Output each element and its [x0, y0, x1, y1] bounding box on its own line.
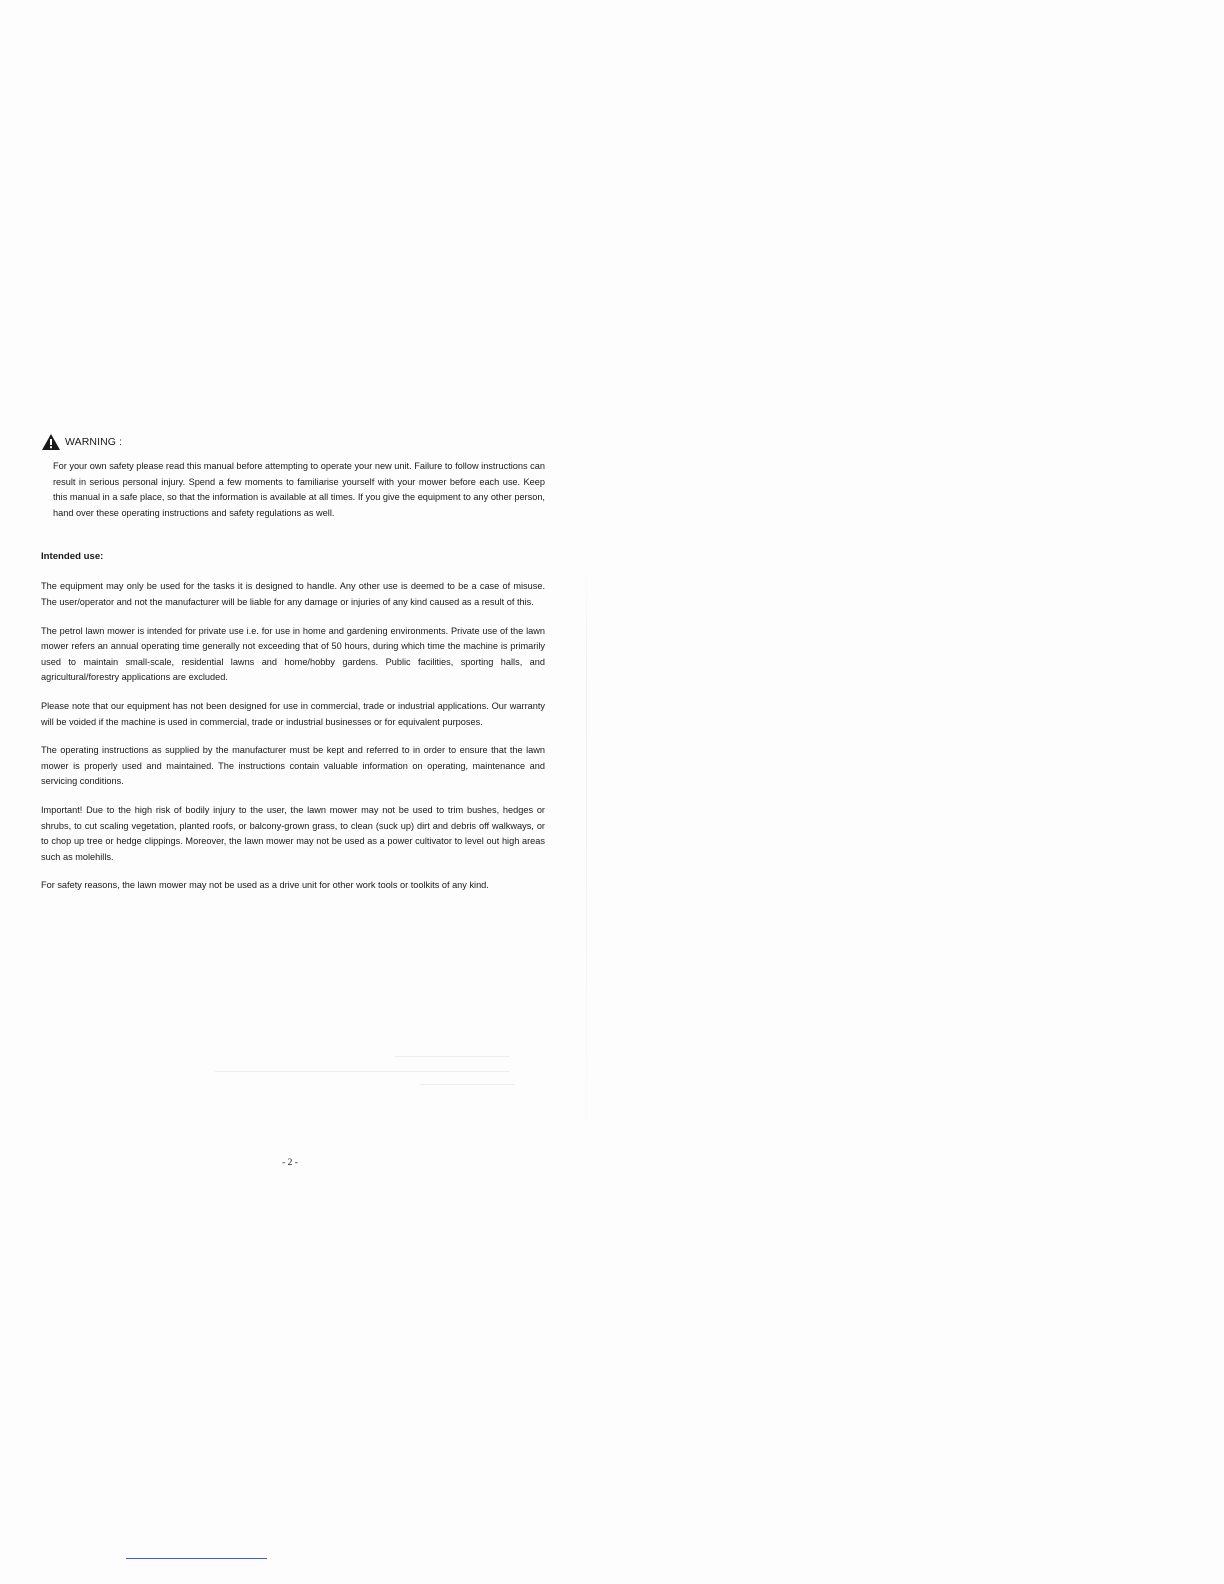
intended-use-paragraph: The petrol lawn mower is intended for private use i.e. for use in home and gardening environments. Private use of the lawn mower refers an annual operating time generally not exceeding that of 50 hours, during which time the machine is primarily used to maintain small-scale, residential lawns and home/hobby gardens. Public facilities, sporting halls, and agricultural/forestry applications are excluded. [41, 625, 545, 683]
intended-use-paragraph: Please note that our equipment has not been designed for use in commercial, trade or industrial applications. Our warranty will be voided if the machine is used in commercial, trade or industrial businesses or for equivalent purposes. [41, 700, 545, 727]
intended-use-heading: Intended use: [41, 551, 104, 563]
intended-use-paragraph: For safety reasons, the lawn mower may not be used as a drive unit for other work tools or toolkits of any kind. [41, 880, 489, 891]
bleed-through-line [215, 1071, 510, 1072]
bottom-underline-rule [126, 1558, 267, 1559]
warning-heading [41, 432, 545, 452]
intended-use-paragraph: The operating instructions as supplied by the manufacturer must be kept and referred to in order to ensure that the lawn mower is properly used and maintained. The instructions contain valuable information on operating, maintenance and servicing conditions. [41, 745, 545, 787]
warning-text: For your own safety please read this manual before attempting to operate your new unit. Failure to follow instructions can result in serious personal injury. Spend a few moments to familiarise yourself with your mower before each use. Keep this manual in a safe place, so that the information is available at all times. If you give the equipment to any other person, hand over these operating instructions and safety regulations as well. [53, 461, 545, 518]
warning-label: WARNING : [65, 436, 123, 448]
intended-use-paragraph: Important! Due to the high risk of bodily injury to the user, the lawn mower may not be used to trim bushes, hedges or shrubs, to cut scaling vegetation, planted roofs, or balcony-grown grass, to clean (suck up) dirt and debris off walkways, or to chop up tree or hedge clippings. Moreover, the lawn mower may not be used as a power cultivator to level out high areas such as molehills. [41, 804, 545, 862]
main-text-column [41, 432, 545, 894]
scan-fold-shadow [586, 560, 587, 1200]
bleed-through-line [395, 1056, 510, 1057]
warning-triangle-icon [41, 433, 61, 451]
bleed-through-line [420, 1084, 515, 1085]
page-number: - 2 - [282, 1158, 298, 1168]
intended-use-paragraph: The equipment may only be used for the tasks it is designed to handle. Any other use is deemed to be a case of misuse. The user/operator and not the manufacturer will be liable for any damage or injuries of any kind caused as a result of this. [41, 581, 545, 607]
